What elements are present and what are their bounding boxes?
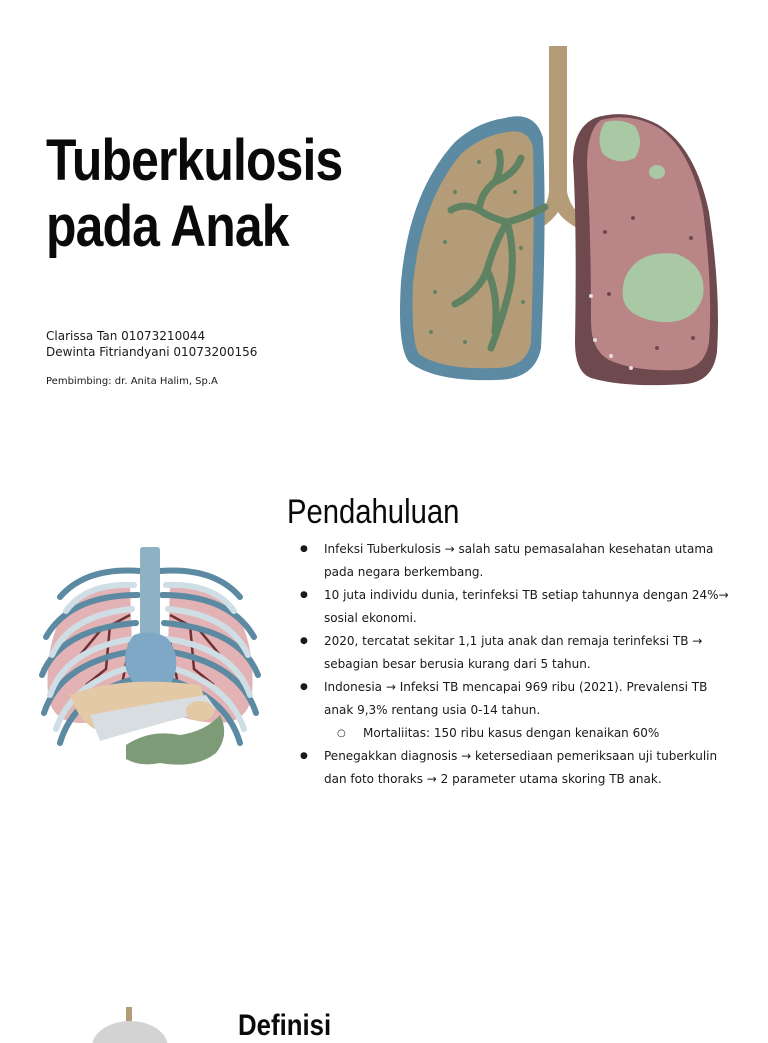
author-2: Dewinta Fitriandyani 01073200156	[46, 345, 258, 359]
list-item: ● Infeksi Tuberkulosis → salah satu pemasalahan kesehatan utama pada negara berkembang.	[300, 538, 740, 584]
list-item: ● 10 juta individu dunia, terinfeksi TB setiap tahunnya dengan 24%→ sosial ekonomi.	[300, 584, 740, 630]
bullet-list	[300, 538, 740, 791]
list-item: ● Indonesia → Infeksi TB mencapai 969 ribu (2021). Prevalensi TB anak 9,3% rentang usia 0-14 tahun.	[300, 676, 740, 722]
section-title: Pendahuluan	[287, 493, 460, 531]
section-title: Definisi	[238, 1009, 332, 1042]
list-item: ● 2020, tercatat sekitar 1,1 juta anak dan remaja terinfeksi TB → sebagian besar berusia kurang dari 5 tahun.	[300, 630, 740, 676]
advisor: Pembimbing: dr. Anita Halim, Sp.A	[46, 376, 218, 387]
lungs-icon	[395, 42, 725, 392]
list-item: ● Penegakkan diagnosis → ketersediaan pemeriksaan uji tuberkulin dan foto thoraks → 2 parameter utama skoring TB anak.	[300, 745, 740, 791]
presentation-title: Tuberkulosis pada Anak	[46, 128, 343, 259]
sub-list-item: ○ Mortaliitas: 150 ribu kasus dengan kenaikan 60%	[300, 722, 740, 745]
introduction-slide	[0, 470, 768, 970]
author-1: Clarissa Tan 01073210044	[46, 329, 206, 343]
ribcage-heart-icon	[30, 545, 270, 775]
definition-slide	[0, 985, 768, 1042]
title-slide	[0, 0, 768, 430]
authors	[46, 328, 257, 360]
organ-icon	[90, 1007, 190, 1027]
